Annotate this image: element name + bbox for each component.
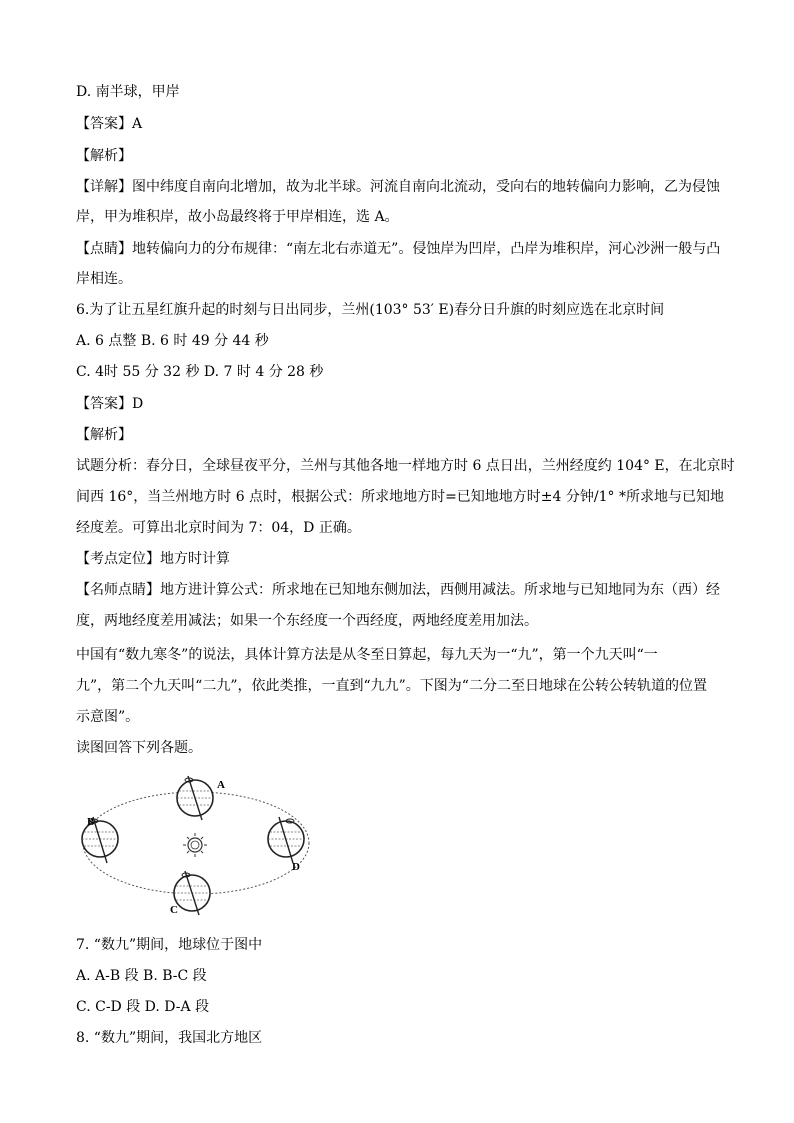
question-6-stem: 6.为了让五星红旗升起的时刻与日出同步，兰州(103° 53′ E)春分日升旗的时刻应选在北京时间 bbox=[76, 302, 665, 318]
earth-position-a bbox=[177, 776, 213, 820]
question-6-options-ab: A. 6 点整 B. 6 时 49 分 44 秒 bbox=[76, 333, 269, 349]
detail-explanation-line-1: 【详解】图中纬度自南向北增加，故为北半球。河流自南向北流动，受向右的地转偏向力影响，乙为侵蚀 bbox=[76, 179, 720, 195]
label-b: B bbox=[87, 816, 95, 828]
label-a: A bbox=[217, 779, 225, 791]
analysis-q6-line-1: 试题分析：春分日，全球昼夜平分，兰州与其他各地一样地方时 6 点日出，兰州经度约 104° E，在北京时 bbox=[76, 458, 735, 474]
teacher-note-line-2: 度，两地经度差用减法；如果一个东经度一个西经度，两地经度差用加法。 bbox=[76, 613, 538, 629]
analysis-label-q5: 【解析】 bbox=[76, 148, 132, 164]
passage-line-2: 九”，第二个九天叫“二九”，依此类推，一直到“九九”。下图为“二分二至日地球在公转公转轨道的位置 bbox=[76, 678, 707, 694]
key-point-line-1: 【点睛】地转偏向力的分布规律：“南左北右赤道无”。侵蚀岸为凹岸，凸岸为堆积岸，河心沙洲一般与凸 bbox=[76, 241, 721, 257]
sun-icon bbox=[183, 833, 207, 857]
read-figure-instruction: 读图回答下列各题。 bbox=[76, 740, 202, 756]
earth-position-c bbox=[174, 871, 210, 915]
detail-explanation-line-2: 岸，甲为堆积岸，故小岛最终将于甲岸相连，选 A。 bbox=[76, 209, 399, 225]
earth-orbit-figure bbox=[78, 773, 318, 918]
question-7-options-cd: C. C-D 段 D. D-A 段 bbox=[76, 999, 210, 1015]
earth-position-d bbox=[268, 817, 304, 863]
question-7-stem: 7. “数九”期间，地球位于图中 bbox=[76, 937, 263, 953]
analysis-q6-line-2: 间西 16°，当兰州地方时 6 点时，根据公式：所求地地方时=已知地地方时±4 分钟/1° *所求地与已知地 bbox=[76, 489, 724, 505]
question-8-stem: 8. “数九”期间，我国北方地区 bbox=[76, 1030, 263, 1046]
analysis-label-q6: 【解析】 bbox=[76, 427, 132, 443]
answer-label-q6: 【答案】D bbox=[76, 396, 144, 412]
passage-line-3: 示意图”。 bbox=[76, 709, 140, 725]
exam-point-label: 【考点定位】地方时计算 bbox=[76, 551, 230, 567]
passage-line-1: 中国有“数九寒冬”的说法，具体计算方法是从冬至日算起，每九天为一“九”，第一个九天叫“一 bbox=[76, 647, 658, 663]
key-point-line-2: 岸相连。 bbox=[76, 271, 132, 287]
answer-label-q5: 【答案】A bbox=[76, 116, 143, 132]
label-d: D bbox=[292, 861, 300, 873]
option-d-q5: D. 南半球，甲岸 bbox=[76, 84, 180, 100]
analysis-q6-line-3: 经度差。可算出北京时间为 7：04，D 正确。 bbox=[76, 520, 361, 536]
question-6-options-cd: C. 4时 55 分 32 秒 D. 7 时 4 分 28 秒 bbox=[76, 364, 324, 380]
teacher-note-line-1: 【名师点睛】地方进计算公式：所求地在已知地东侧加法，西侧用减法。所求地与已知地同为东（西）经 bbox=[76, 582, 720, 598]
question-7-options-ab: A. A-B 段 B. B-C 段 bbox=[76, 968, 207, 984]
label-c: C bbox=[170, 904, 178, 916]
